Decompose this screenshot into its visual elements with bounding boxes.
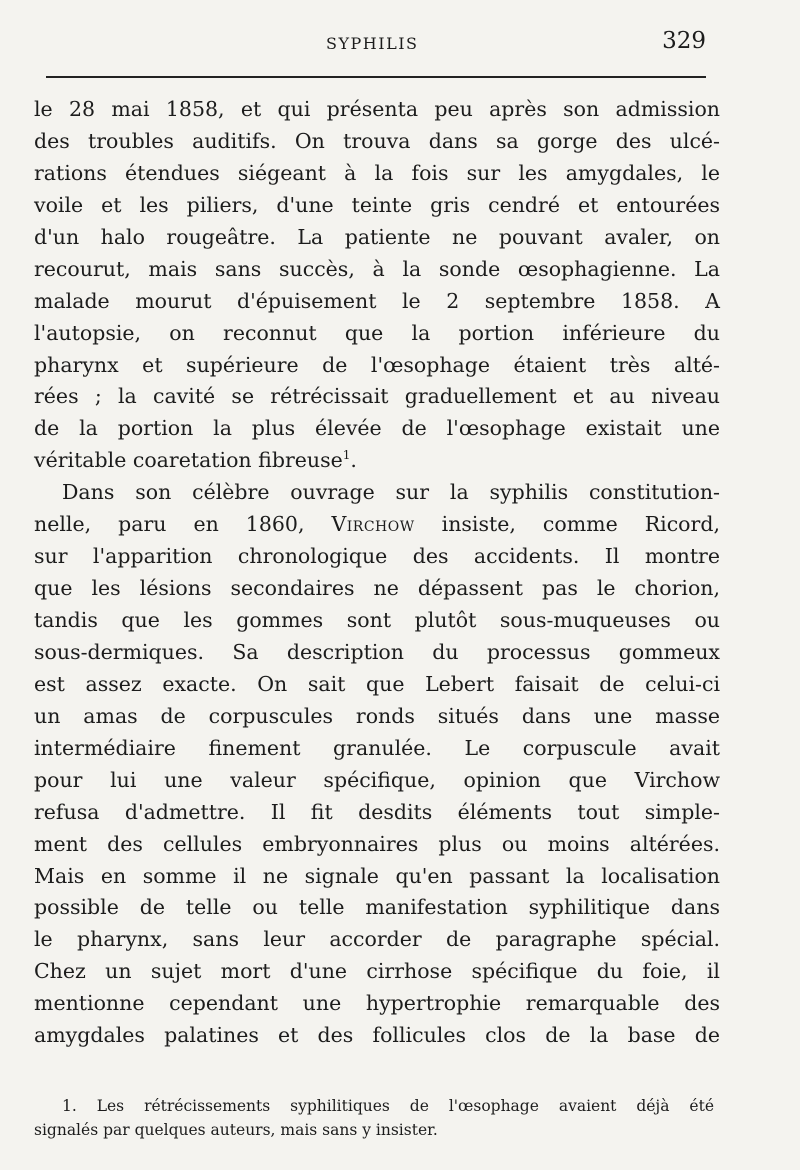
text-line: intermédiaire finement granulée. Le corpuscule avait [34, 735, 720, 760]
text-line: un amas de corpuscules ronds situés dans une masse [34, 703, 720, 728]
text-line [34, 509, 720, 541]
text-line: rées ; la cavité se rétrécissait graduellement et au niveau [34, 384, 720, 409]
text-line: possible de telle ou telle manifestation syphilitique dans [34, 895, 720, 920]
footnote-line: signalés par quelques auteurs, mais sans y insister. [34, 1121, 438, 1139]
text-line: de la portion la plus élevée de l'œsophage existait une [34, 416, 720, 441]
text-line: ment des cellules embryonnaires plus ou moins altérées. [34, 831, 720, 856]
text-segment: . [350, 448, 357, 473]
text-line: mentionne cependant une hypertrophie remarquable des [34, 991, 720, 1016]
page-number: 329 [662, 28, 706, 54]
text-line: sous-dermiques. Sa description du processus gommeux [34, 639, 720, 664]
running-head [46, 30, 706, 60]
text-line: tandis que les gommes sont plutôt sous-muqueuses ou [34, 608, 720, 632]
text-line: est assez exacte. On sait que Lebert faisait de celui-ci [34, 671, 720, 696]
text-line: recourut, mais sans succès, à la sonde œsophagienne. La [34, 256, 720, 281]
text-line: Mais en somme il ne signale qu'en passant la localisation [34, 863, 720, 888]
text-line: des troubles auditifs. On trouva dans sa gorge des ulcé- [34, 128, 720, 153]
text-line [34, 445, 720, 477]
text-line: pour lui une valeur spécifique, opinion que Virchow [34, 767, 720, 792]
text-line: rations étendues siégeant à la fois sur les amygdales, le [34, 160, 720, 185]
text-line: le 28 mai 1858, et qui présenta peu après son admission [34, 97, 720, 121]
text-line: Chez un sujet mort d'une cirrhose spécifique du foie, il [34, 959, 720, 984]
body-text [34, 94, 720, 1052]
text-line: que les lésions secondaires ne dépassent pas le chorion, [34, 576, 720, 601]
footnote [34, 1094, 714, 1142]
text-line: Dans son célèbre ouvrage sur la syphilis constitution- [62, 480, 720, 505]
text-segment: véritable coaretation fibreuse [34, 448, 343, 473]
text-line: le pharynx, sans leur accorder de paragraphe spécial. [34, 927, 720, 952]
text-segment: nelle, paru en 1860, [34, 512, 305, 537]
running-head-title: SYPHILIS [326, 34, 419, 53]
text-segment: insiste, comme Ricord, [441, 512, 720, 537]
header-rule [46, 76, 706, 78]
text-line: d'un halo rougeâtre. La patiente ne pouvant avaler, on [34, 224, 720, 249]
text-line: voile et les piliers, d'une teinte gris cendré et entourées [34, 192, 720, 217]
text-line: sur l'apparition chronologique des accidents. Il montre [34, 544, 720, 569]
text-line: pharynx et supérieure de l'œsophage étaient très alté- [34, 352, 720, 377]
text-line: malade mourut d'épuisement le 2 septembre 1858. A [34, 288, 720, 313]
author-name: Virchow [331, 512, 415, 537]
text-line: amygdales palatines et des follicules clos de la base de [34, 1023, 720, 1048]
text-line: l'autopsie, on reconnut que la portion inférieure du [34, 320, 720, 345]
text-line: refusa d'admettre. Il fit desdits éléments tout simple- [34, 799, 720, 824]
footnote-line: 1. Les rétrécissements syphilitiques de l'œsophage avaient déjà été [62, 1097, 714, 1115]
footnote-ref[interactable]: 1 [342, 448, 351, 463]
